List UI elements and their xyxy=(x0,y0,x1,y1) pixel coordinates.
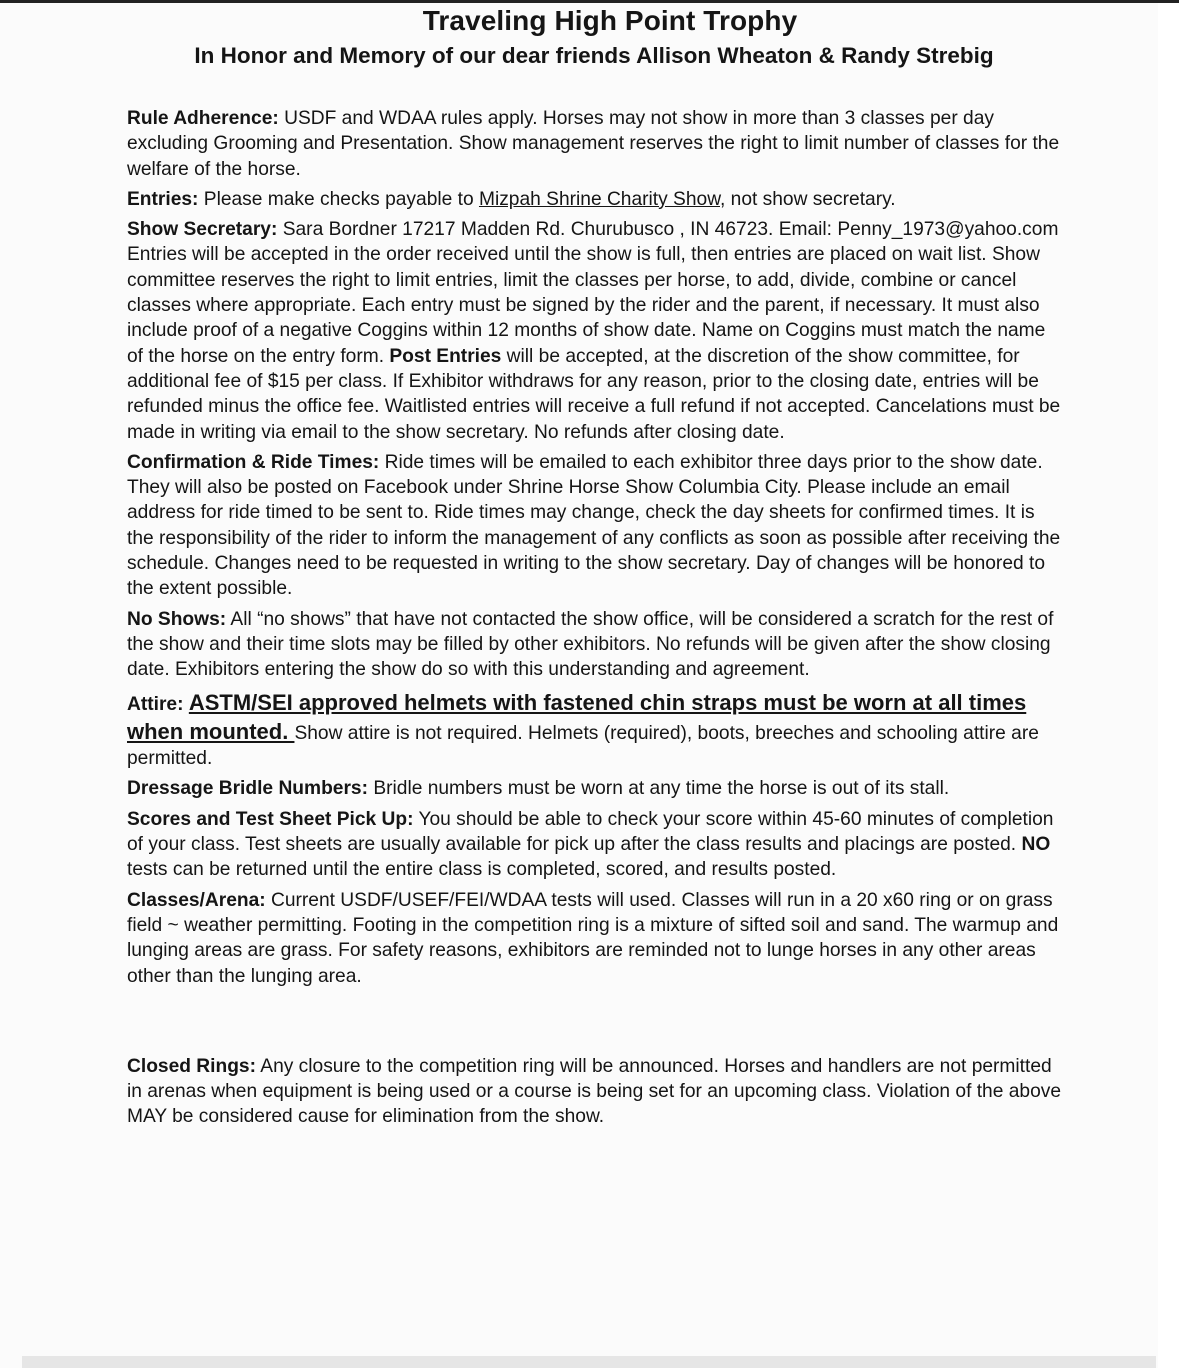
section-label: Dressage Bridle Numbers: xyxy=(127,778,368,800)
section-text: Any closure to the competition ring will be announced. Horses and handlers are not permitted in arenas when equipment is being used or a course is being set for an upcoming class. Violation of the above MAY be considered cause for elimination from the show. xyxy=(127,1055,1062,1128)
section-text: Please make checks payable to xyxy=(198,188,479,210)
document-subtitle: In Honor and Memory of our dear friends Allison Wheaton & Randy Strebig xyxy=(194,43,994,68)
payee-name: Mizpah Shrine Charity Show xyxy=(478,188,720,210)
section-text: will be accepted, at the discretion of the show committee, for additional fee of $15 per class. If Exhibitor withdraws for any reason, prior to the closing date, entries will be refunded minus the office fee. Waitlisted entries will receive a full refund if not accepted. Cancelations must be made in writing via email to the show secretary. No refunds after closing date. xyxy=(127,345,1061,443)
section-text: You should be able to check your score within 45-60 minutes of completion of your class. Test sheets are usually available for pick up after the class results and placings are posted. xyxy=(127,808,1054,856)
section-text: Current USDF/USEF/FEI/WDAA tests will used. Classes will run in a 20 x60 ring or on grass field ~ weather permitting. Footing in the competition ring is a mixture of sifted soil and sand. The warmup and lunging areas are grass. For safety reasons, exhibitors are reminded not to lunge horses in any other areas other than the lunging area. xyxy=(127,889,1059,987)
section-text: Ride times will be emailed to each exhibitor three days prior to the show date. They will also be posted on Facebook under Shrine Horse Show Columbia City. Please include an email address for ride timed to be sent to. Ride times may change, check the day sheets for confirmed times. It is the responsibility of the rider to inform the management of any conflicts as soon as possible after receiving the schedule. Changes need to be requested in writing to the show secretary. Day of changes will be honored to the extent possible. xyxy=(127,451,1061,600)
document-title: Traveling High Point Trophy xyxy=(422,5,798,36)
section-classes-arena xyxy=(127,888,1062,989)
section-text: Show attire is not required. Helmets (required), boots, breeches and schooling attire are permitted. xyxy=(127,722,1039,770)
section-text: Bridle numbers must be worn at any time the horse is out of its stall. xyxy=(368,778,950,800)
section-text: All “no shows” that have not contacted the show office, will be considered a scratch for the rest of the show and their time slots may be filled by other exhibitors. No refunds will be given after the show closing date. Exhibitors entering the show do so with this understanding and agreement. xyxy=(127,608,1054,681)
section-text: , not show secretary. xyxy=(720,188,896,210)
section-label: Attire: xyxy=(127,693,184,715)
section-text: Sara Bordner 17217 Madden Rd. Churubusco , IN 46723. Email: Penny_1973@yahoo.com Entries will be accepted in the order received until the show is full, then entries are placed on wait list. Show committee reserves the right to limit entries, limit the classes per horse, to add, divide, combine or cancel classes where appropriate. Each entry must be signed by the rider and the parent, if necessary. It must also include proof of a negative Coggins within 12 months of show date. Name on Coggins must match the name of the horse on the entry form. xyxy=(127,219,1059,367)
section-label: Entries: xyxy=(127,188,199,210)
section-text: tests can be returned until the entire class is completed, scored, and results posted. xyxy=(127,859,837,881)
section-rule-adherence xyxy=(127,106,1062,182)
section-confirmation xyxy=(127,450,1062,602)
section-label: Closed Rings: xyxy=(127,1055,256,1077)
page-right-margin xyxy=(1158,3,1179,1368)
section-label: Confirmation & Ride Times: xyxy=(127,451,380,473)
section-bridle-numbers xyxy=(127,776,1062,801)
post-entries-label: Post Entries xyxy=(389,345,502,367)
section-label: No Shows: xyxy=(127,608,227,630)
section-label: Classes/Arena: xyxy=(127,889,266,911)
section-closed-rings xyxy=(127,1054,1062,1130)
section-scores xyxy=(127,807,1062,883)
document-body xyxy=(127,106,1062,1135)
section-label: Scores and Test Sheet Pick Up: xyxy=(127,808,414,830)
section-text: USDF and WDAA rules apply. Horses may not show in more than 3 classes per day excluding Grooming and Presentation. Show management reserves the right to limit number of classes for the welfare of the horse. xyxy=(127,108,1060,180)
section-label: Show Secretary: xyxy=(127,219,278,241)
section-label: Rule Adherence: xyxy=(127,108,279,129)
helmet-requirement: ASTM/SEI approved helmets with fastened chin straps must be worn at all times when mounted. xyxy=(127,689,1027,744)
page-bottom-edge xyxy=(22,1356,1156,1368)
section-attire xyxy=(127,688,1062,772)
section-entries xyxy=(127,187,1062,212)
section-no-shows xyxy=(127,607,1062,683)
document-page xyxy=(0,3,1158,1368)
no-label: NO xyxy=(1021,834,1051,856)
section-show-secretary xyxy=(127,217,1062,445)
